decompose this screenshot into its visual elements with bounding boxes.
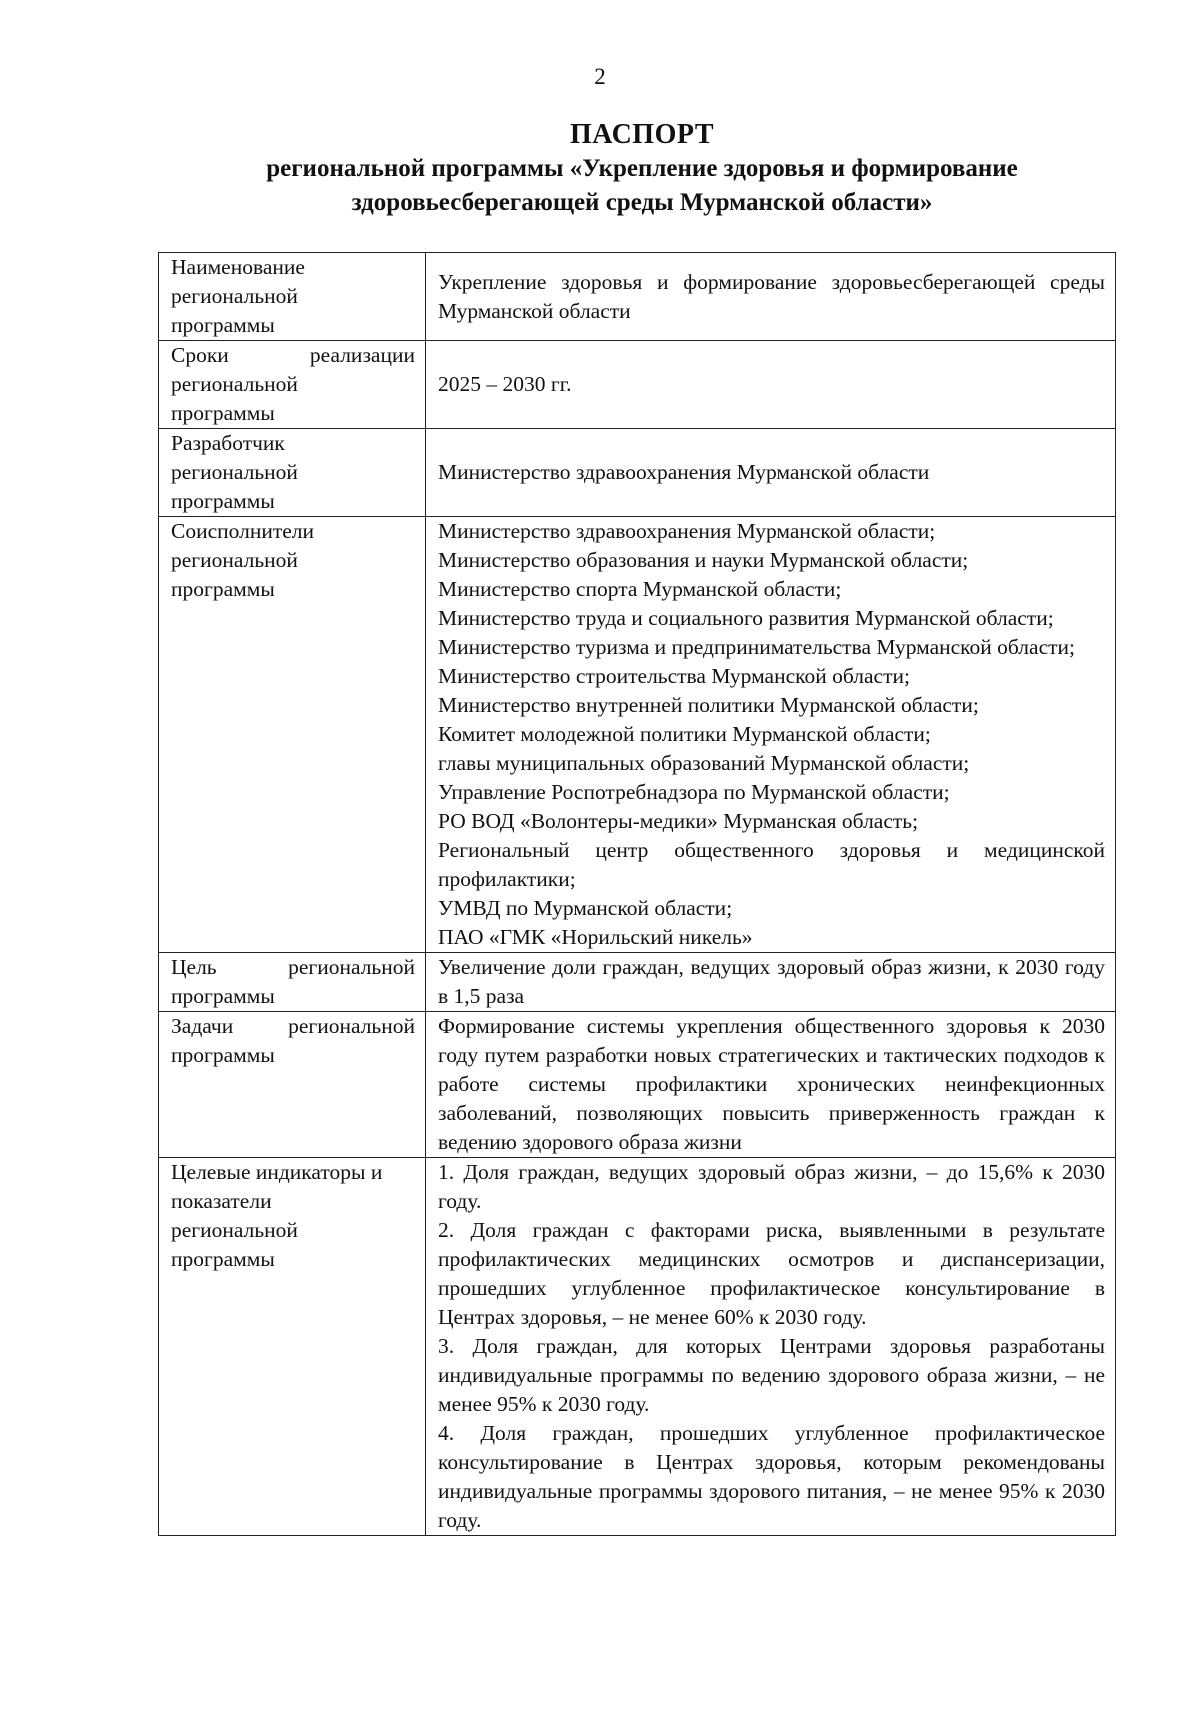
coexecutor-item: Министерство здравоохранения Мурманской области; [438,519,936,543]
label-line: региональной [171,284,298,308]
row-terms [159,341,1116,429]
row-tasks [159,1012,1116,1158]
indicator-item: 2. Доля граждан с факторами риска, выявленными в результате профилактических медицинских осмотров и диспансеризации, прошедших углубленное профилактическое консультирование в Центрах здоровья, – не менее 60% к 2030 году. [438,1218,1105,1329]
coexecutor-item: Министерство труда и социального развития Мурманской области; [438,606,1054,630]
passport-table [158,252,1116,1536]
label-line: Цель региональной программы [171,955,415,1008]
value-terms: 2025 – 2030 гг. [426,341,1116,429]
label-terms [159,341,426,429]
label-line: программы [171,401,275,425]
label-coexecutors [159,517,426,953]
coexecutor-item: Министерство образования и науки Мурманской области; [438,548,969,572]
value-developer: Министерство здравоохранения Мурманской области [426,429,1116,517]
row-coexecutors [159,517,1116,953]
coexecutor-item: УМВД по Мурманской области; [438,896,733,920]
label-line: Разработчик [171,431,285,455]
value-tasks: Формирование системы укрепления общественного здоровья к 2030 году путем разработки новых стратегических и тактических подходов к работе системы профилактики хронических неинфекционных заболеваний, позволяющих повысить приверженность граждан к ведению здорового образа жизни [426,1012,1116,1158]
label-line: Наименование [171,255,305,279]
label-indicators [159,1158,426,1536]
label-line: Соисполнители [171,519,315,543]
label-line: Сроки реализации [171,343,415,367]
row-developer [159,429,1116,517]
row-indicators [159,1158,1116,1536]
coexecutor-item: Министерство строительства Мурманской области; [438,664,910,688]
value-coexecutors [426,517,1116,953]
indicator-item: 1. Доля граждан, ведущих здоровый образ жизни, – до 15,6% к 2030 году. [438,1160,1105,1213]
label-line: региональной [171,1218,298,1242]
indicator-item: 3. Доля граждан, для которых Центрами здоровья разработаны индивидуальные программы по ведению здорового образа жизни, – не менее 95% к 2030 году. [438,1334,1105,1416]
title-main: ПАСПОРТ [569,119,714,150]
label-line: программы [171,577,275,601]
row-program-name [159,253,1116,341]
label-goal [159,953,426,1012]
label-line: Задачи региональной программы [171,1014,415,1067]
value-program-name: Укрепление здоровья и формирование здоровьесберегающей среды Мурманской области [426,253,1116,341]
coexecutor-item: главы муниципальных образований Мурманской области; [438,751,970,775]
label-line: программы [171,313,275,337]
coexecutor-item: РО ВОД «Волонтеры-медики» Мурманская область; [438,809,919,833]
page-number: 2 [594,64,606,89]
label-line: программы [171,489,275,513]
label-line: программы [171,1247,275,1271]
label-tasks [159,1012,426,1158]
coexecutor-item: Министерство туризма и предпринимательства Мурманской области; [438,635,1076,659]
title-line-2: здоровьесберегающей среды Мурманской области» [351,189,933,216]
coexecutor-item: Региональный центр общественного здоровья и медицинской профилактики; [438,838,1105,891]
document-title [150,118,1134,220]
label-line: региональной [171,460,298,484]
label-developer [159,429,426,517]
coexecutor-item: ПАО «ГМК «Норильский никель» [438,925,753,949]
coexecutor-item: Министерство внутренней политики Мурманской области; [438,693,979,717]
value-goal: Увеличение доли граждан, ведущих здоровый образ жизни, к 2030 году в 1,5 раза [426,953,1116,1012]
label-line: показатели [171,1189,272,1213]
label-line: региональной [171,372,298,396]
label-program-name [159,253,426,341]
title-line-1: региональной программы «Укрепление здоровья и формирование [266,155,1018,182]
label-line: региональной [171,548,298,572]
coexecutor-item: Министерство спорта Мурманской области; [438,577,842,601]
coexecutor-item: Комитет молодежной политики Мурманской области; [438,722,931,746]
coexecutor-item: Управление Роспотребнадзора по Мурманской области; [438,780,950,804]
indicator-item: 4. Доля граждан, прошедших углубленное профилактическое консультирование в Центрах здоровья, которым рекомендованы индивидуальные программы здорового питания, – не менее 95% к 2030 году. [438,1421,1105,1532]
row-goal [159,953,1116,1012]
label-line: Целевые индикаторы и [171,1160,383,1184]
value-indicators [426,1158,1116,1536]
